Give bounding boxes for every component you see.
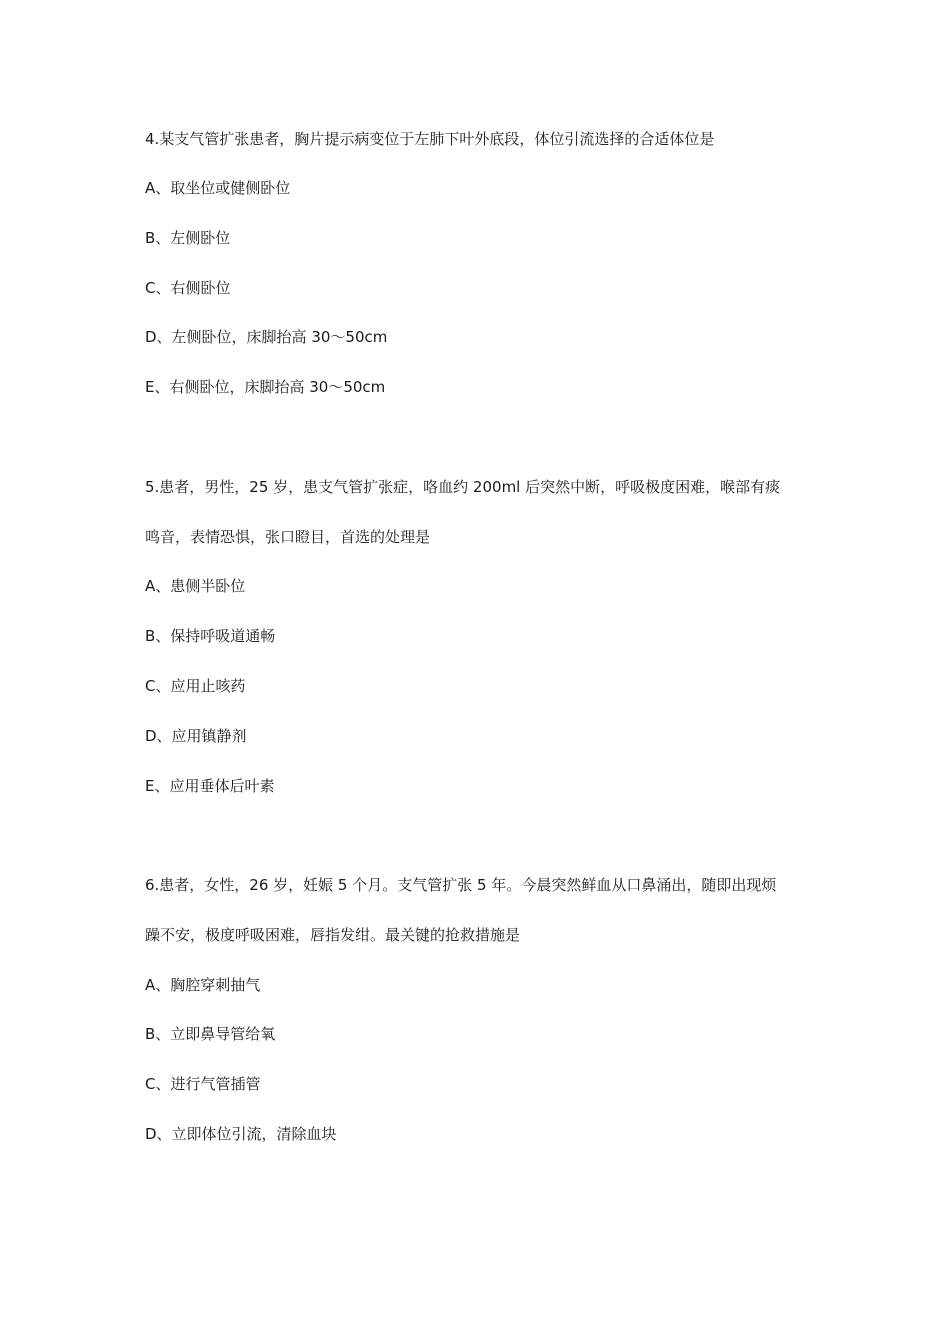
- question-5-option-d: D、应用镇静剂: [145, 727, 247, 745]
- question-6-option-b: B、立即鼻导管给氧: [145, 1025, 276, 1043]
- question-4-option-a: A、取坐位或健侧卧位: [145, 179, 291, 197]
- question-6-option-a: A、胸腔穿刺抽气: [145, 976, 261, 994]
- question-4-option-e: E、右侧卧位，床脚抬高 30～50cm: [145, 378, 386, 396]
- question-4-option-b: B、左侧卧位: [145, 229, 231, 247]
- question-6-option-c: C、进行气管插管: [145, 1075, 261, 1093]
- question-5-option-a: A、患侧半卧位: [145, 577, 246, 595]
- question-6-option-d: D、立即体位引流，清除血块: [145, 1125, 337, 1143]
- question-6-stem-line-2: 躁不安，极度呼吸困难，唇指发绀。最关键的抢救措施是: [145, 926, 521, 944]
- question-5-option-e: E、应用垂体后叶素: [145, 777, 275, 795]
- question-5-option-c: C、应用止咳药: [145, 677, 246, 695]
- question-5-option-b: B、保持呼吸道通畅: [145, 627, 276, 645]
- question-6-stem-line-1: 6.患者，女性，26 岁，妊娠 5 个月。支气管扩张 5 年。今晨突然鲜血从口鼻涌出，随即出现烦: [145, 876, 777, 894]
- question-5-stem-line-2: 鸣音，表情恐惧，张口瞪目，首选的处理是: [145, 528, 431, 546]
- question-4-option-c: C、右侧卧位: [145, 279, 231, 297]
- question-4-stem: 4.某支气管扩张患者，胸片提示病变位于左肺下叶外底段，体位引流选择的合适体位是: [145, 130, 715, 148]
- question-4-option-d: D、左侧卧位，床脚抬高 30～50cm: [145, 328, 388, 346]
- question-5-stem-line-1: 5.患者，男性，25 岁，患支气管扩张症，咯血约 200ml 后突然中断，呼吸极度困难，喉部有痰: [145, 478, 781, 496]
